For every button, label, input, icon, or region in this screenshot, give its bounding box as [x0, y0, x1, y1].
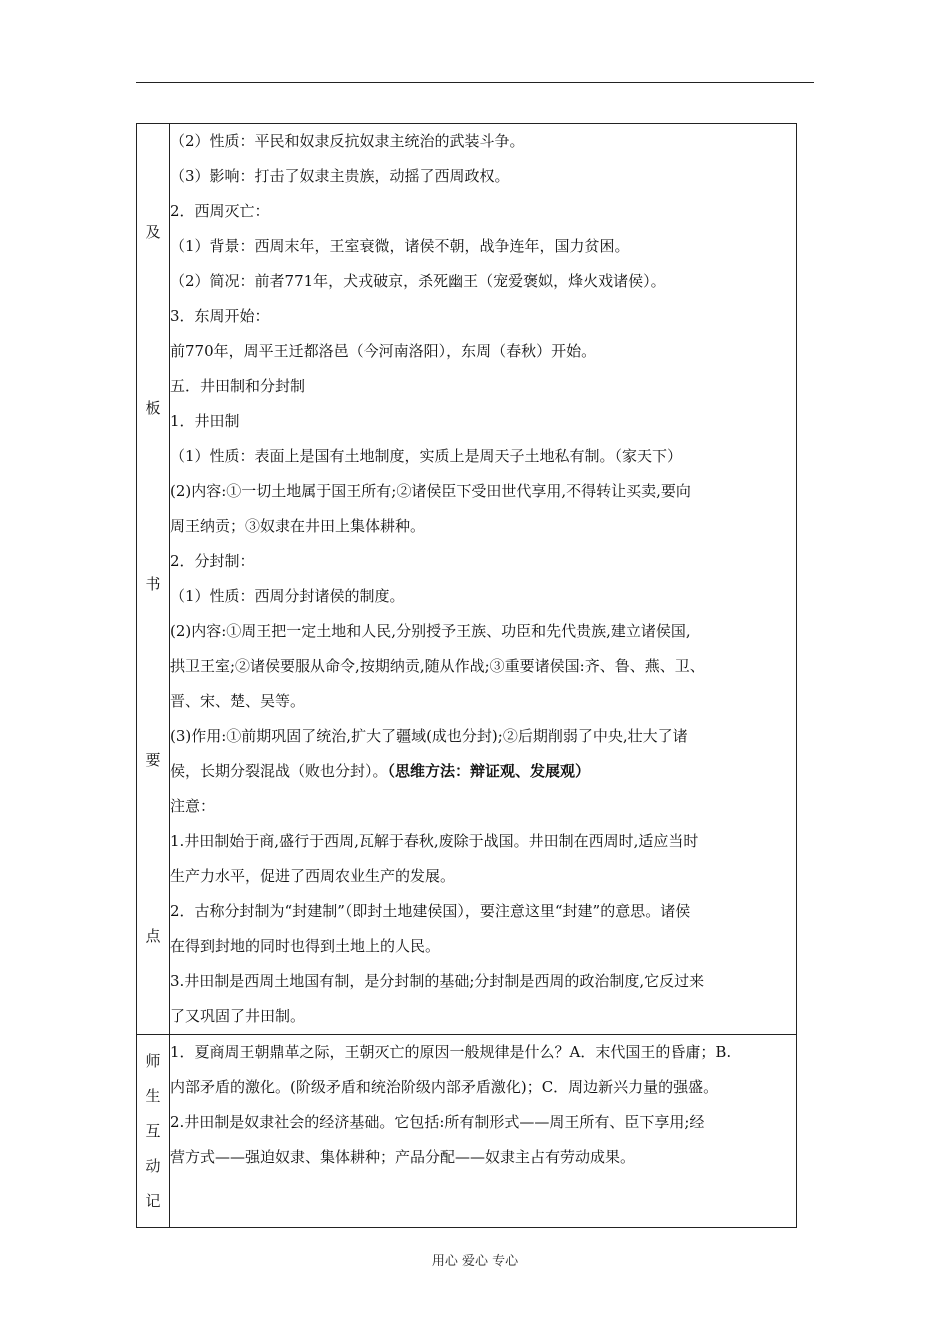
text-line	[170, 859, 796, 894]
text-line	[170, 1140, 796, 1175]
text-line-body: 3．东周开始：	[170, 307, 270, 325]
text-line-body: 1．夏商周王朝鼎革之际，王朝灭亡的原因一般规律是什么？A．末代国王的昏庸；B.	[170, 1043, 732, 1061]
text-line-body: （3）影响：打击了奴隶主贵族，动摇了西周政权。	[170, 167, 510, 185]
lesson-table	[136, 123, 797, 1228]
text-line-body: 周王纳贡；③奴隶在井田上集体耕种。	[170, 517, 426, 535]
text-line-body: 2.井田制是奴隶社会的经济基础。它包括:所有制形式——周王所有、臣下享用;经	[170, 1113, 705, 1131]
text-line	[170, 439, 796, 474]
section-label-cell	[137, 124, 170, 1035]
text-line	[170, 404, 796, 439]
section-label-char: 记	[145, 1192, 161, 1211]
section-label-char: 书	[145, 575, 161, 593]
section-label-char: 要	[145, 751, 161, 769]
text-line	[170, 334, 796, 369]
text-line-body: 内部矛盾的激化。(阶级矛盾和统治阶级内部矛盾激化)；C．周边新兴力量的强盛。	[170, 1078, 719, 1096]
section-label-vertical	[137, 124, 169, 1024]
text-line-body: 五．井田制和分封制	[170, 377, 306, 395]
text-line-body: 2．古称分封制为“封建制”（即封土地建侯国），要注意这里“封建”的意思。诸侯	[170, 902, 691, 920]
section-label-char: 生	[145, 1086, 161, 1105]
text-line	[170, 1035, 796, 1070]
text-line-body: 2．西周灭亡：	[170, 202, 270, 220]
header-rule	[136, 82, 814, 83]
text-line	[170, 124, 796, 159]
text-line	[170, 544, 796, 579]
text-line	[170, 999, 796, 1034]
text-line	[170, 1105, 796, 1140]
text-line-body: 在得到封地的同时也得到土地上的人民。	[170, 937, 441, 955]
emphasis-note: （思维方法：辩证观、发展观）	[387, 762, 591, 780]
text-line-body: (2)内容:①一切土地属于国王所有;②诸侯臣下受田世代享用,不得转让买卖,要向	[170, 482, 691, 500]
text-line-body: (3)作用:①前期巩固了统治,扩大了疆域(成也分封);②后期削弱了中央,壮大了诸	[170, 727, 688, 745]
section-label-char: 板	[145, 399, 161, 417]
text-line-body: 生产力水平，促进了西周农业生产的发展。	[170, 867, 456, 885]
section-label-char: 及	[145, 223, 161, 241]
text-line	[170, 1070, 796, 1105]
text-line-body: 1.井田制始于商,盛行于西周,瓦解于春秋,废除于战国。井田制在西周时,适应当时	[170, 832, 699, 850]
text-line-body: （2）简况：前者771年，犬戎破京，杀死幽王（宠爱褒姒，烽火戏诸侯）。	[170, 272, 666, 290]
section-label-cell	[137, 1035, 170, 1228]
section-label-char: 动	[145, 1157, 161, 1176]
text-line	[170, 299, 796, 334]
text-line-body: 侯，长期分裂混战（败也分封）。	[170, 762, 388, 780]
text-line-body: 了又巩固了井田制。	[170, 1007, 306, 1025]
text-line	[170, 824, 796, 859]
text-line	[170, 474, 796, 509]
text-line-body: （1）性质：西周分封诸侯的制度。	[170, 587, 405, 605]
section-label-vertical	[137, 1035, 169, 1227]
section-content	[170, 1035, 797, 1228]
text-line-body: 1．井田制	[170, 412, 240, 430]
section-label-char: 师	[145, 1051, 161, 1070]
text-line-body: 前770年，周平王迁都洛邑（今河南洛阳），东周（春秋）开始。	[170, 342, 597, 360]
text-line	[170, 579, 796, 614]
text-line-body: 拱卫王室;②诸侯要服从命令,按期纳贡,随从作战;③重要诸侯国:齐、鲁、燕、卫、	[170, 657, 705, 675]
text-line-body: （2）性质：平民和奴隶反抗奴隶主统治的武装斗争。	[170, 132, 525, 150]
text-line-body: 晋、宋、楚、吴等。	[170, 692, 306, 710]
text-line-body: （1）背景：西周末年，王室衰微，诸侯不朝，战争连年，国力贫困。	[170, 237, 630, 255]
text-line-body: 营方式——强迫奴隶、集体耕种；产品分配——奴隶主占有劳动成果。	[170, 1148, 636, 1166]
text-line-body: (2)内容:①周王把一定土地和人民,分别授予王族、功臣和先代贵族,建立诸侯国,	[170, 622, 691, 640]
text-line	[170, 264, 796, 299]
page-footer: 用心 爱心 专心	[431, 1254, 519, 1269]
text-line-body: （1）性质：表面上是国有土地制度，实质上是周天子土地私有制。（家天下）	[170, 447, 683, 465]
text-line	[170, 789, 796, 824]
text-line-body: 2．分封制：	[170, 552, 255, 570]
text-line-body: 注意：	[170, 797, 216, 815]
section-content	[170, 124, 797, 1035]
text-line	[170, 964, 796, 999]
section-board-notes	[137, 124, 797, 1035]
text-line	[170, 159, 796, 194]
text-line	[170, 754, 796, 789]
text-line	[170, 369, 796, 404]
section-interaction-notes	[137, 1035, 797, 1228]
text-line-body: 3.井田制是西周土地国有制，是分封制的基础;分封制是西周的政治制度,它反过来	[170, 972, 705, 990]
section-label-char: 互	[145, 1121, 161, 1140]
text-line	[170, 509, 796, 544]
text-line	[170, 684, 796, 719]
text-line	[170, 649, 796, 684]
text-line	[170, 229, 796, 264]
text-line	[170, 719, 796, 754]
text-line	[170, 894, 796, 929]
section-label-char: 点	[145, 927, 161, 945]
text-line	[170, 929, 796, 964]
text-line	[170, 194, 796, 229]
text-line	[170, 614, 796, 649]
